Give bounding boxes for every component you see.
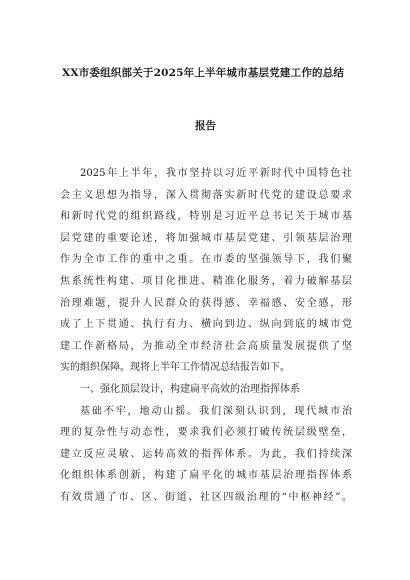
body-line: 治理难题，提升人民群众的获得感、幸福感、安全感，形	[60, 297, 352, 309]
document-title: XX市委组织部关于2025年上半年城市基层党建工作的总结	[62, 67, 345, 79]
body-line: 化组织体系创新，构建了扁平化的城市基层治理指挥体系	[60, 470, 352, 482]
body-line: 理的复杂性与动态性，要求我们必须打破传统层级壁垒，	[60, 427, 352, 439]
document-body	[60, 163, 352, 509]
body-line: 实的组织保障。现将上半年工作情况总结报告如下。	[60, 362, 290, 374]
body-line: 基础不牢，地动山摇。我们深刻认识到，现代城市治	[80, 405, 352, 417]
body-line: 2025年上半年，我市坚持以习近平新时代中国特色社	[80, 168, 352, 179]
body-line: 层党建的重要论述，将加强城市基层党建、引领基层治理	[60, 232, 352, 244]
body-line: 成了上下贯通、执行有力、横向到边、纵向到底的城市党	[60, 319, 352, 331]
section-heading: 一、强化顶层设计，构建扁平高效的治理指挥体系	[80, 383, 300, 395]
body-line: 焦系统性构建、项目化推进、精准化服务，着力破解基层	[60, 275, 352, 287]
document-title-continuation: 报告	[195, 120, 216, 132]
body-line: 有效贯通了市、区、街道、社区四级治理的“中枢神经”。	[60, 491, 352, 503]
body-line: 作为全市工作的重中之重。在市委的坚强领导下，我们聚	[60, 254, 352, 266]
body-line: 建立反应灵敏、运转高效的指挥体系。为此，我们持续深	[60, 448, 352, 460]
body-line: 会主义思想为指导，深入贯彻落实新时代党的建设总要求	[60, 189, 352, 201]
body-line: 和新时代党的组织路线，特别是习近平总书记关于城市基	[60, 211, 352, 223]
body-line: 建工作新格局，为推动全市经济社会高质量发展提供了坚	[60, 340, 352, 352]
